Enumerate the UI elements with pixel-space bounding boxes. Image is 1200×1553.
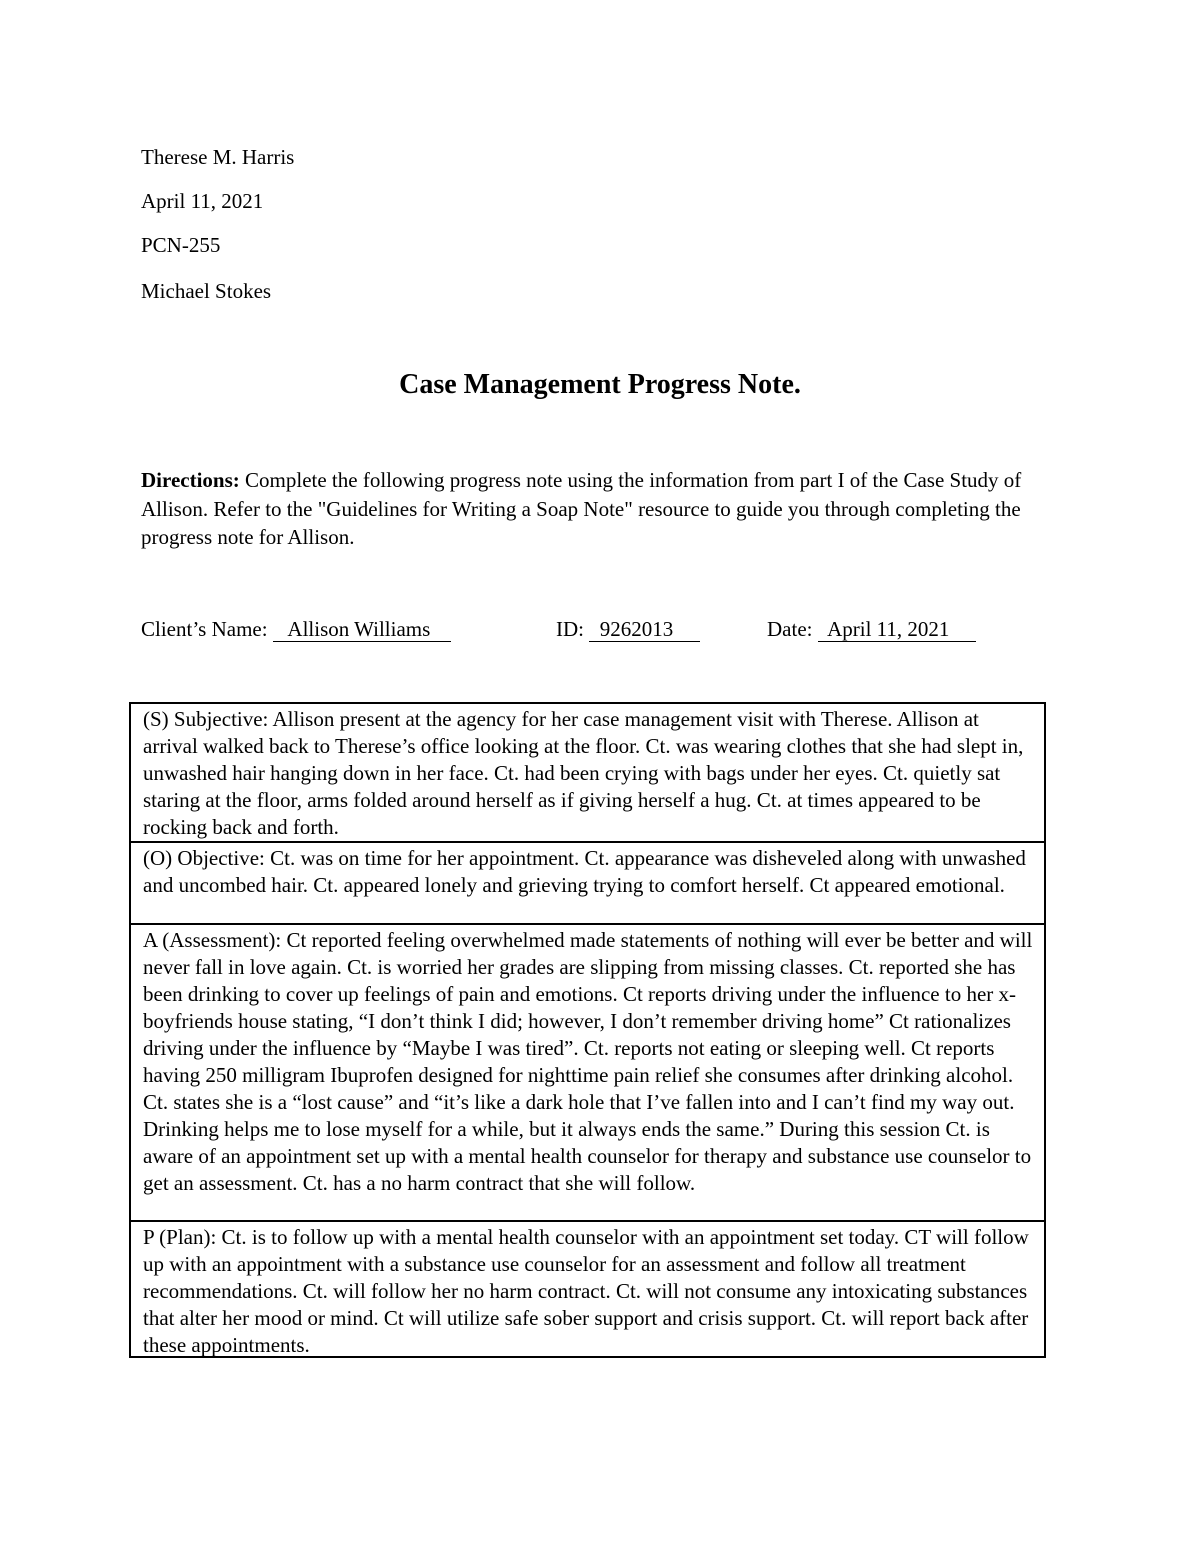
soap-assessment: A (Assessment): Ct reported feeling overwhelmed made statements of nothing will ever be better and will never fall in love again. Ct. is worried her grades are slipping from missing classes. Ct. reported she has been drinking to cover up feelings of pain and emotions. Ct reports driving under the influence to her x-boyfriends house stating, “I don’t think I did; however, I don’t remember driving home” Ct rationalizes driving under the influence by “Maybe I was tired”. Ct. reports not eating or sleeping well. Ct reports having 250 milligram Ibuprofen designed for nighttime pain relief she consumes after drinking alcohol. Ct. states she is a “lost cause” and “it’s like a dark hole that I’ve fallen into and I can’t find my way out. Drinking helps me to lose myself for a while, but it always ends the same.” During this session Ct. is aware of an appointment set up with a mental health counselor for therapy and substance use counselor to get an assessment. Ct. has a no harm contract that she will follow. [131, 923, 1044, 1220]
visit-date-field [767, 616, 976, 642]
client-name-value: Allison Williams [272, 617, 452, 641]
client-id-value: 9262013 [589, 617, 700, 641]
soap-note-table [129, 702, 1046, 1358]
client-name-field [141, 616, 451, 642]
visit-date-label: Date: [767, 617, 813, 641]
directions-label: Directions: [141, 468, 240, 492]
directions-paragraph [141, 466, 1061, 552]
client-name-label: Client’s Name: [141, 617, 268, 641]
client-info-row [141, 616, 1061, 646]
student-name: Therese M. Harris [141, 145, 295, 169]
submission-date: April 11, 2021 [141, 189, 264, 213]
soap-objective: (O) Objective: Ct. was on time for her appointment. Ct. appearance was disheveled along with unwashed and uncombed hair. Ct. appeared lonely and grieving trying to comfort herself. Ct appeared emotional. [131, 841, 1044, 923]
directions-text: Complete the following progress note using the information from part I of the Case Study of Allison. Refer to the "Guidelines for Writing a Soap Note" resource to guide you through completing the progress note for Allison. [141, 468, 1022, 549]
course-code: PCN-255 [141, 233, 221, 257]
soap-subjective: (S) Subjective: Allison present at the agency for her case management visit with Therese. Allison at arrival walked back to Therese’s office looking at the floor. Ct. was wearing clothes that she had slept in, unwashed hair hanging down in her face. Ct. had been crying with bags under her eyes. Ct. quietly sat staring at the floor, arms folded around herself as if giving herself a hug. Ct. at times appeared to be rocking back and forth. [143, 707, 1024, 839]
client-id-label: ID: [556, 617, 584, 641]
page-title: Case Management Progress Note. [399, 369, 801, 400]
visit-date-value: April 11, 2021 [817, 617, 976, 641]
client-id-field [556, 616, 700, 642]
soap-plan: P (Plan): Ct. is to follow up with a mental health counselor with an appointment set today. CT will follow up with an appointment with a substance use counselor for an assessment and follow all treatment recommendations. Ct. will follow her no harm contract. Ct. will not consume any intoxicating substances that alter her mood or mind. Ct will utilize safe sober support and crisis support. Ct. will report back after these appointments. [131, 1220, 1044, 1356]
instructor-name: Michael Stokes [141, 279, 272, 303]
